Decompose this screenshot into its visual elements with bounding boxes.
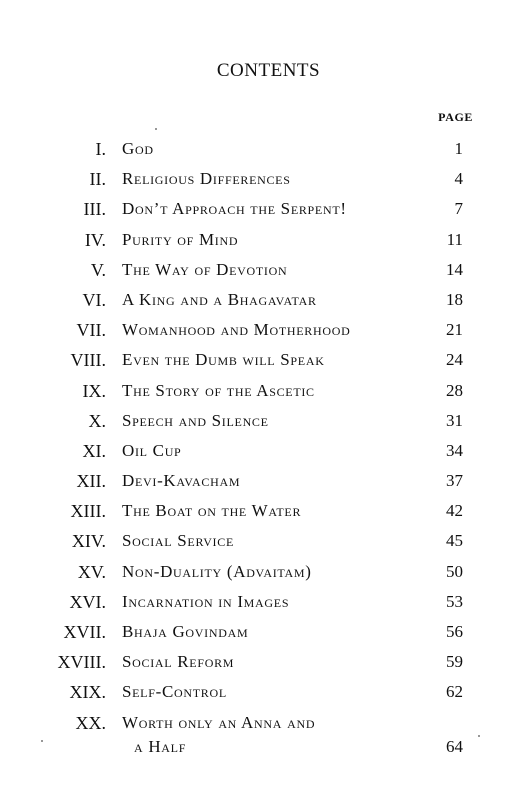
chapter-number: XVIII. [57, 652, 106, 673]
chapter-title [122, 711, 422, 759]
chapter-page: 42 [446, 501, 463, 521]
chapter-page: 4 [454, 169, 463, 189]
toc-entry [0, 620, 521, 650]
chapter-title: The Way of Devotion [122, 259, 288, 279]
chapter-number: III. [83, 199, 106, 220]
print-speck [41, 740, 43, 742]
toc-entry [0, 499, 521, 529]
chapter-number: XX. [75, 712, 106, 733]
chapter-page: 14 [446, 259, 463, 279]
toc-entry [0, 288, 521, 318]
toc-entry [0, 228, 521, 258]
chapter-title: The Story of the Ascetic [122, 380, 315, 400]
chapter-number: VI. [82, 289, 106, 310]
toc-entry [0, 258, 521, 288]
chapter-page: 24 [446, 350, 463, 370]
chapter-title: Religious Differences [122, 169, 291, 189]
chapter-page: 45 [446, 531, 463, 551]
chapter-page: 7 [454, 199, 463, 219]
chapter-page: 64 [446, 736, 463, 756]
chapter-title: A King and a Bhagavatar [122, 289, 317, 309]
chapter-number: XVII. [63, 622, 106, 642]
toc-entry [0, 137, 521, 167]
toc-entry [0, 379, 521, 409]
chapter-page: 1 [454, 139, 463, 158]
chapter-page: 50 [446, 561, 463, 581]
chapter-page: 37 [446, 471, 463, 491]
chapter-title: Self-Control [122, 682, 227, 702]
chapter-title: Oil Cup [122, 440, 182, 460]
table-of-contents [0, 137, 521, 763]
chapter-title: Social Reform [122, 652, 235, 672]
chapter-number: IX. [82, 380, 106, 401]
chapter-page: 62 [446, 682, 463, 702]
chapter-page: 53 [446, 591, 463, 611]
print-speck [155, 128, 157, 130]
chapter-page: 21 [446, 320, 463, 340]
toc-entry [0, 711, 521, 763]
toc-entry [0, 409, 521, 439]
chapter-number: VIII. [70, 350, 106, 371]
chapter-number: XI. [82, 440, 106, 461]
print-speck [478, 735, 480, 737]
chapter-page: 34 [446, 440, 463, 460]
chapter-page: 56 [446, 622, 463, 641]
page-title: CONTENTS [216, 60, 321, 81]
toc-entry [0, 680, 521, 710]
chapter-number: IV. [84, 229, 106, 250]
toc-entry [0, 590, 521, 620]
chapter-page: 31 [446, 410, 463, 430]
chapter-page: 59 [446, 652, 463, 672]
chapter-number: I. [95, 139, 106, 159]
toc-entry [0, 439, 521, 469]
chapter-title: Non-Duality (Advaitam) [122, 561, 312, 581]
chapter-title: Bhaja Govindam [122, 622, 249, 641]
toc-entry [0, 529, 521, 559]
chapter-title: Even the Dumb will Speak [122, 350, 325, 370]
toc-entry [0, 318, 521, 348]
chapter-title: The Boat on the Water [122, 501, 302, 521]
toc-entry [0, 469, 521, 499]
chapter-title: Purity of Mind [122, 229, 239, 249]
toc-entry [0, 167, 521, 197]
chapter-number: II. [89, 169, 106, 190]
toc-entry [0, 560, 521, 590]
chapter-number: XIII. [70, 501, 106, 522]
chapter-number: XIX. [69, 682, 106, 703]
chapter-title: Don’t Approach the Serpent! [122, 199, 347, 219]
toc-entry [0, 650, 521, 680]
chapter-title-line-1: Worth only an Anna and [122, 712, 316, 732]
toc-entry [0, 197, 521, 227]
chapter-number: XVI. [69, 591, 106, 612]
chapter-page: 18 [446, 289, 463, 309]
chapter-title: God [122, 139, 154, 158]
chapter-number: VII. [76, 320, 106, 341]
chapter-number: XII. [76, 471, 106, 492]
chapter-number: V. [90, 259, 106, 280]
chapter-title: Devi-Kavacham [122, 471, 241, 491]
chapter-page: 28 [446, 380, 463, 400]
chapter-number: X. [88, 410, 106, 431]
chapter-number: XIV. [71, 531, 106, 552]
chapter-title: Incarnation in Images [122, 591, 290, 611]
chapter-title: Speech and Silence [122, 410, 269, 430]
chapter-number: XV. [77, 561, 106, 582]
chapter-title: Social Service [122, 531, 234, 551]
toc-entry [0, 348, 521, 378]
chapter-page: 11 [446, 229, 463, 249]
page-column-header: PAGE [438, 110, 473, 124]
chapter-title: Womanhood and Motherhood [122, 320, 351, 340]
chapter-title-line-2: a Half [134, 736, 187, 756]
